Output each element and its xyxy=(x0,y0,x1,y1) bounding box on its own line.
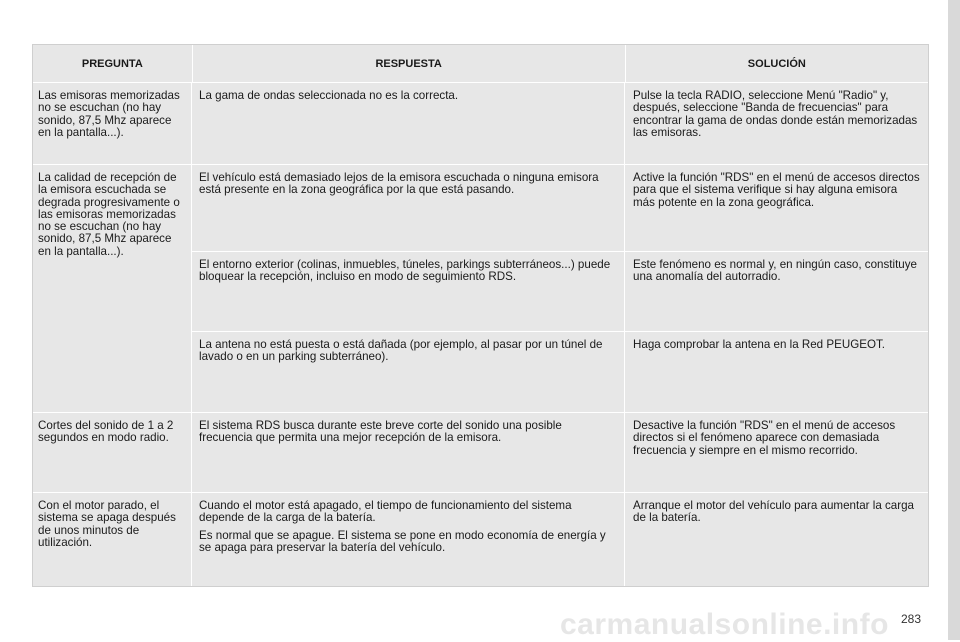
answer-cell: La gama de ondas seleccionada no es la correcta. xyxy=(192,83,625,164)
header-solucion: SOLUCIÓN xyxy=(747,57,806,70)
faq-table xyxy=(32,44,929,587)
question-cell: Cortes del sonido de 1 a 2 segundos en modo radio. xyxy=(33,413,192,492)
answer-cell: El vehículo está demasiado lejos de la emisora escuchada o ninguna emisora está presente en la zona geográfica por la que está pasando. xyxy=(192,165,625,251)
table-row xyxy=(192,413,928,492)
table-row xyxy=(192,83,928,164)
table-row xyxy=(192,332,928,412)
page-number: 283 xyxy=(901,612,922,626)
table-row-group xyxy=(33,413,928,493)
solution-cell: Este fenómeno es normal y, en ningún caso, constituye una anomalía del autorradio. xyxy=(633,258,917,284)
table-row-group xyxy=(33,165,928,413)
answer-cell: La antena no está puesta o está dañada (por ejemplo, al pasar por un túnel de lavado o en un parking subterráneo). xyxy=(192,332,625,412)
table-row-group xyxy=(33,493,928,586)
answer-cell: Cuando el motor está apagado, el tiempo de funcionamiento del sistema depende de la carga de la batería. Es normal que se apague. El sistema se pone en modo economía de energía y se apaga para preservar la batería del vehículo. xyxy=(192,493,625,586)
solution-cell: Active la función "RDS" en el menú de accesos directos para que el sistema verifique si hay alguna emisora más potente en la zona geográfica. xyxy=(633,171,920,209)
solution-cell: Desactive la función "RDS" en el menú de accesos directos si el fenómeno aparece con demasiada frecuencia y siempre en el mismo recorrido. xyxy=(633,419,896,457)
table-row xyxy=(192,165,928,252)
solution-cell: Pulse la tecla RADIO, seleccione Menú "Radio" y, después, seleccione "Banda de frecuencias" para encontrar la gama de ondas donde están memorizadas las emisoras. xyxy=(633,89,918,139)
question-cell: Las emisoras memorizadas no se escuchan (no hay sonido, 87,5 Mhz aparece en la pantalla...). xyxy=(33,83,192,164)
header-pregunta: PREGUNTA xyxy=(33,45,193,82)
question-cell: La calidad de recepción de la emisora escuchada se degrada progresivamente o las emisoras memorizadas no se escuchan (no hay sonido, 87,5 Mhz aparece en la pantalla...). xyxy=(33,165,192,412)
watermark: carmanualsonline.info xyxy=(560,608,889,641)
page-edge-bar xyxy=(948,0,960,640)
table-row xyxy=(192,493,928,586)
header-respuesta: RESPUESTA xyxy=(193,45,626,82)
table-row-group xyxy=(33,83,928,165)
answer-cell: El sistema RDS busca durante este breve corte del sonido una posible frecuencia que permita una mejor recepción de la emisora. xyxy=(192,413,625,492)
question-cell: Con el motor parado, el sistema se apaga después de unos minutos de utilización. xyxy=(33,493,192,586)
answer-cell: El entorno exterior (colinas, inmuebles, túneles, parkings subterráneos...) puede bloquear la recepción, incluiso en modo de seguimiento RDS. xyxy=(192,252,625,331)
solution-cell: Arranque el motor del vehículo para aumentar la carga de la batería. xyxy=(633,499,914,525)
table-header xyxy=(33,45,928,83)
solution-cell: Haga comprobar la antena en la Red PEUGEOT. xyxy=(633,338,885,351)
table-row xyxy=(192,252,928,332)
